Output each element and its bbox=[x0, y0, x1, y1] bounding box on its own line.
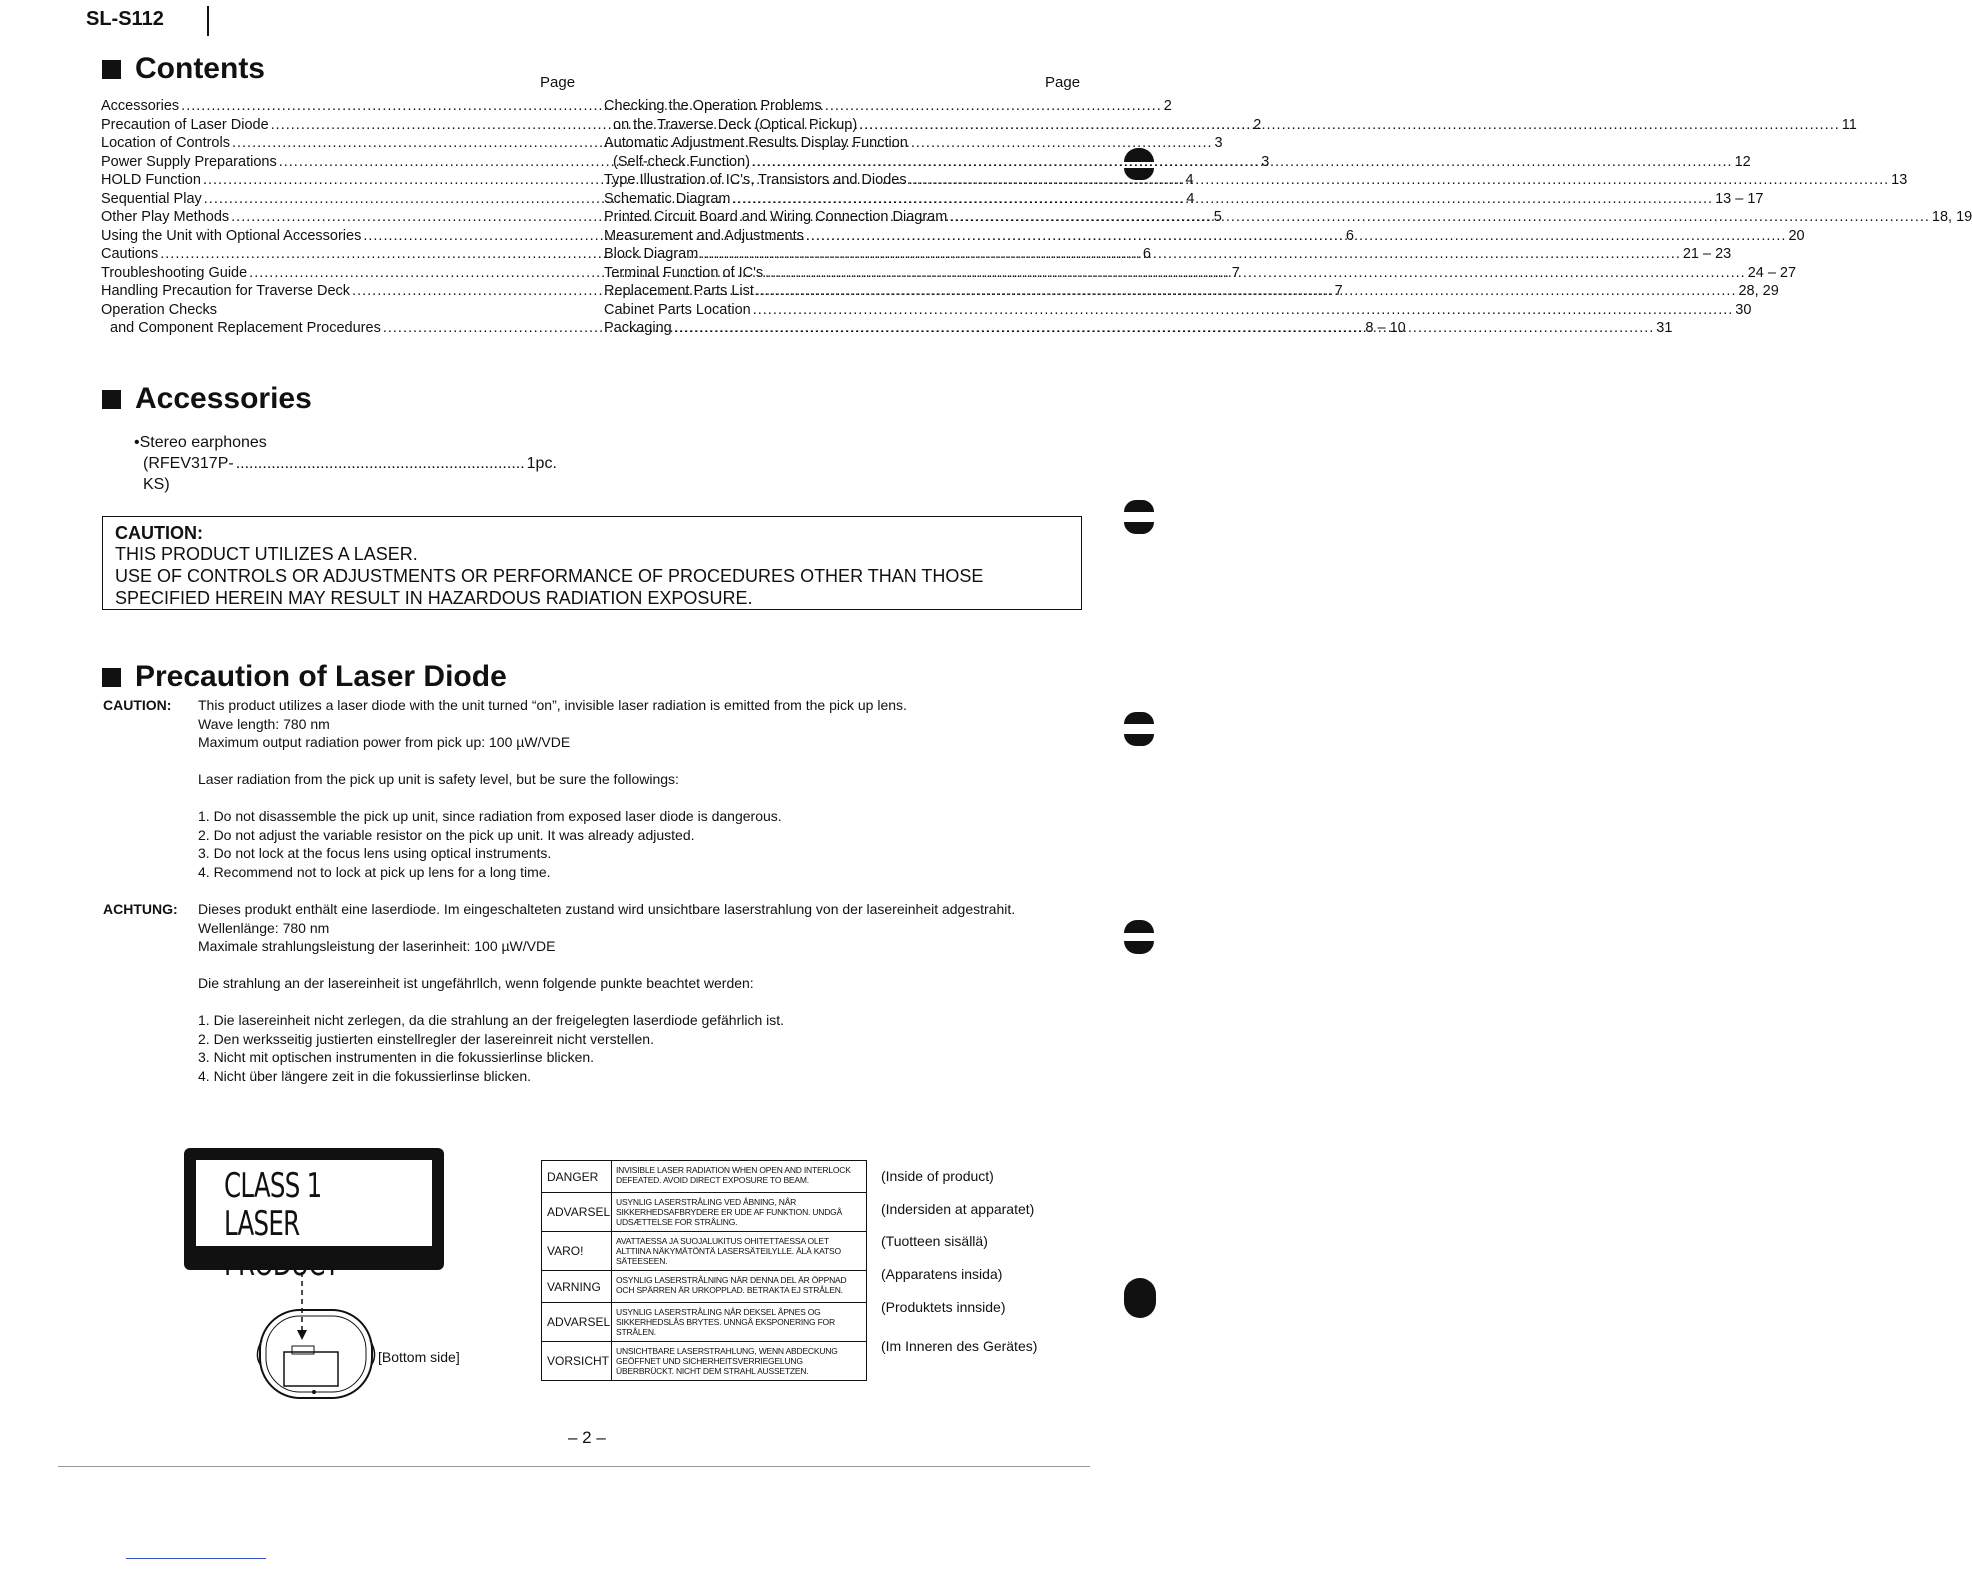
warning-row bbox=[542, 1231, 866, 1270]
warning-location-label: (Tuotteen sisällä) bbox=[881, 1233, 988, 1249]
binding-mark bbox=[1124, 148, 1154, 182]
toc-entry[interactable]: Precaution of Laser Diode ..... 2 bbox=[101, 116, 574, 135]
warning-location-label: (Indersiden at apparatet) bbox=[881, 1201, 1035, 1217]
warning-row bbox=[542, 1302, 866, 1341]
contents-heading bbox=[102, 52, 265, 86]
warning-keyword: DANGER bbox=[542, 1161, 612, 1192]
achtung-list-item: 2. Den werksseitig justierten einstellregler der lasereinreit nicht verstellen. bbox=[198, 1030, 654, 1047]
caution-box-heading: CAUTION: bbox=[115, 523, 203, 543]
toc-entry[interactable]: Troubleshooting Guide ..... 7 bbox=[101, 264, 574, 283]
warning-row bbox=[542, 1341, 866, 1380]
class-label-line2: LASER PRODUCT bbox=[224, 1204, 339, 1284]
toc-entry[interactable]: (Self-check Function) ..... 12 bbox=[604, 153, 1076, 172]
caution-list-item: 4. Recommend not to lock at pick up lens for a long time. bbox=[198, 863, 551, 880]
warning-location-label: (Apparatens insida) bbox=[881, 1266, 1003, 1282]
achtung-line: Maximale strahlungsleistung der laserinheit: 100 µW/VDE bbox=[198, 938, 556, 954]
warning-location-label: (Inside of product) bbox=[881, 1168, 994, 1184]
class-label-line1: CLASS 1 bbox=[224, 1166, 322, 1206]
binding-mark bbox=[1124, 500, 1154, 536]
caution-list-item: 1. Do not disassemble the pick up unit, since radiation from exposed laser diode is dangerous. bbox=[198, 808, 782, 824]
warning-location-label: (Produktets innside) bbox=[881, 1299, 1006, 1315]
caution-line: Maximum output radiation power from pick up: 100 µW/VDE bbox=[198, 734, 571, 750]
toc-entry[interactable]: Handling Precaution for Traverse Deck ..... 7 bbox=[101, 282, 574, 301]
toc-entry[interactable]: Replacement Parts List ..... 28, 29 bbox=[604, 282, 1076, 301]
toc-entry[interactable]: Cabinet Parts Location ..... 30 bbox=[604, 301, 1076, 320]
warning-row bbox=[542, 1270, 866, 1302]
caution-box-line: THIS PRODUCT UTILIZES A LASER. bbox=[115, 544, 418, 564]
square-bullet-icon bbox=[102, 668, 121, 687]
achtung-note: Die strahlung an der lasereinheit ist ungefährllch, wenn folgende punkte beachtet werden: bbox=[198, 975, 754, 991]
warning-row bbox=[542, 1192, 866, 1231]
toc-entry[interactable]: Sequential Play ..... 4 bbox=[101, 190, 574, 209]
toc-entry[interactable]: Measurement and Adjustments ..... 20 bbox=[604, 227, 1076, 246]
toc-entry[interactable]: Operation Checks bbox=[101, 301, 218, 318]
accessory-part-number: (RFEV317P-KS) bbox=[143, 455, 234, 493]
caution-note: Laser radiation from the pick up unit is safety level, but be sure the followings: bbox=[198, 771, 679, 787]
bottom-rule bbox=[126, 1558, 266, 1559]
precaution-heading bbox=[102, 660, 507, 694]
achtung-list-item: 1. Die lasereinheit nicht zerlegen, da die strahlung an der freigelegten laserdiode gefährlich ist. bbox=[198, 1012, 785, 1028]
square-bullet-icon bbox=[102, 60, 121, 79]
warning-text: AVATTAESSA JA SUOJALUKITUS OHITETTAESSA OLET ALTTIINA NÄKYMÄTÖNTÄ LASERSÄTEILYLLE. ÄLÄ KATSO SÄTEESEEN. bbox=[616, 1236, 841, 1266]
warning-keyword: ADVARSEL bbox=[542, 1193, 612, 1231]
warning-text: INVISIBLE LASER RADIATION WHEN OPEN AND INTERLOCK DEFEATED. AVOID DIRECT EXPOSURE TO BEAM. bbox=[616, 1165, 851, 1185]
toc-entry[interactable]: Packaging ..... 31 bbox=[604, 319, 1076, 338]
toc-entry[interactable]: Other Play Methods ..... 5 bbox=[101, 208, 574, 227]
warning-keyword: VARO! bbox=[542, 1232, 612, 1270]
binding-hole bbox=[1124, 1278, 1156, 1318]
caution-line: This product utilizes a laser diode with the unit turned “on”, invisible laser radiation is emitted from the pick up lens. bbox=[198, 697, 907, 713]
accessory-item: •Stereo earphones bbox=[134, 434, 267, 451]
warning-row bbox=[542, 1161, 866, 1192]
toc-entry[interactable]: Type Illustration of IC's, Transistors and Diodes ..... 13 bbox=[604, 171, 1076, 190]
achtung-line: Wellenlänge: 780 nm bbox=[198, 919, 330, 936]
toc-entry[interactable]: Block Diagram ..... 21 – 23 bbox=[604, 245, 1076, 264]
toc-entry[interactable]: Printed Circuit Board and Wiring Connection Diagram ..... 18, 19 bbox=[604, 208, 1076, 227]
toc-entry[interactable]: Schematic Diagram ..... 13 – 17 bbox=[604, 190, 1076, 209]
dot-leader: ................................................................. bbox=[235, 455, 525, 472]
caution-list-item: 3. Do not lock at the focus lens using optical instruments. bbox=[198, 845, 552, 861]
achtung-line: Dieses produkt enthält eine laserdiode. Im eingeschalteten zustand wird unsichtbare laserstrahlung von der lasereinheit adgestrahit. bbox=[198, 901, 1016, 917]
toc-entry[interactable]: on the Traverse Deck (Optical Pickup) ..... 11 bbox=[604, 116, 1076, 135]
laser-warning-label bbox=[541, 1160, 867, 1381]
page-column-label-right: Page bbox=[1045, 74, 1081, 91]
toc-entry[interactable]: Location of Controls ..... 3 bbox=[101, 134, 574, 153]
toc-entry[interactable]: Automatic Adjustment Results Display Function bbox=[604, 135, 908, 151]
achtung-text-block bbox=[198, 900, 1188, 1085]
toc-entry[interactable]: HOLD Function ..... 4 bbox=[101, 171, 574, 190]
square-bullet-icon bbox=[102, 390, 121, 409]
achtung-list-item: 4. Nicht über längere zeit in die fokussierlinse blicken. bbox=[198, 1067, 532, 1084]
toc-entry[interactable]: Terminal Function of IC's ..... 24 – 27 bbox=[604, 264, 1076, 283]
warning-text: USYNLIG LASERSTRÅLING NÅR DEKSEL ÅPNES OG SIKKERHEDSLÅS BRYTES. UNNGÅ EKSPONERING FOR STRÅLEN. bbox=[616, 1307, 835, 1337]
toc-entry[interactable]: and Component Replacement Procedures ..... 8 – 10 bbox=[101, 319, 574, 338]
toc-entry[interactable]: Power Supply Preparations ..... 3 bbox=[101, 153, 574, 172]
page-number: – 2 – bbox=[568, 1428, 606, 1447]
warning-keyword: VORSICHT bbox=[542, 1342, 612, 1380]
bottom-side-label: [Bottom side] bbox=[378, 1349, 460, 1365]
accessories-heading bbox=[102, 382, 312, 416]
contents-title: Contents bbox=[135, 52, 265, 85]
warning-location-label: (Im Inneren des Gerätes) bbox=[881, 1338, 1038, 1354]
footer-rule bbox=[58, 1466, 1090, 1467]
caution-line: Wave length: 780 nm bbox=[198, 715, 330, 732]
model-number: SL-S112 bbox=[86, 8, 164, 30]
caution-label: CAUTION: bbox=[103, 697, 172, 713]
accessories-title: Accessories bbox=[135, 382, 312, 415]
laser-caution-box bbox=[102, 516, 1082, 610]
caution-box-line: USE OF CONTROLS OR ADJUSTMENTS OR PERFORMANCE OF PROCEDURES OTHER THAN THOSE bbox=[115, 566, 984, 586]
accessory-quantity: 1pc. bbox=[526, 455, 557, 472]
binding-mark bbox=[1124, 920, 1154, 956]
class1-laser-label bbox=[184, 1148, 444, 1284]
binding-mark bbox=[1124, 712, 1154, 748]
warning-text: OSYNLIG LASERSTRÅLNING NÄR DENNA DEL ÄR ÖPPNAD OCH SPÄRREN ÄR URKOPPLAD. BETRAKTA EJ STRÅLEN. bbox=[616, 1275, 847, 1295]
achtung-list-item: 3. Nicht mit optischen instrumenten in die fokussierlinse blicken. bbox=[198, 1049, 595, 1065]
caution-box-line: SPECIFIED HEREIN MAY RESULT IN HAZARDOUS RADIATION EXPOSURE. bbox=[115, 588, 753, 608]
page-column-label-left: Page bbox=[540, 74, 576, 91]
precaution-title: Precaution of Laser Diode bbox=[135, 660, 507, 693]
warning-text: USYNLIG LASERSTRÅLING VED ÅBNING, NÅR SIKKERHEDSAFBRYDERE ER UDE AF FUNKTION. UNDGÅ UDSÆTTELSE FOR STRÅLING. bbox=[616, 1197, 843, 1227]
caution-list-item: 2. Do not adjust the variable resistor on the pick up unit. It was already adjusted. bbox=[198, 826, 695, 843]
toc-entry[interactable]: Accessories ..... 2 bbox=[101, 97, 574, 116]
warning-keyword: VARNING bbox=[542, 1271, 612, 1302]
warning-text: UNSICHTBARE LASERSTRAHLUNG, WENN ABDECKUNG GEÖFFNET UND SICHERHEITSVERRIEGELUNG ÜBERBRÜCKT. NICHT DEM STRAHL AUSSETZEN. bbox=[616, 1346, 838, 1376]
toc-entry[interactable]: Checking the Operation Problems bbox=[604, 98, 822, 114]
header-rule bbox=[207, 6, 209, 36]
device-bottom-illustration bbox=[250, 1268, 380, 1408]
accessory-part-row bbox=[143, 453, 557, 495]
caution-text-block bbox=[198, 696, 1148, 881]
toc-entry[interactable]: Cautions ..... 6 bbox=[101, 245, 574, 264]
warning-keyword: ADVARSEL bbox=[542, 1303, 612, 1341]
toc-entry[interactable]: Using the Unit with Optional Accessories ..... 6 bbox=[101, 227, 574, 246]
achtung-label: ACHTUNG: bbox=[103, 901, 178, 917]
